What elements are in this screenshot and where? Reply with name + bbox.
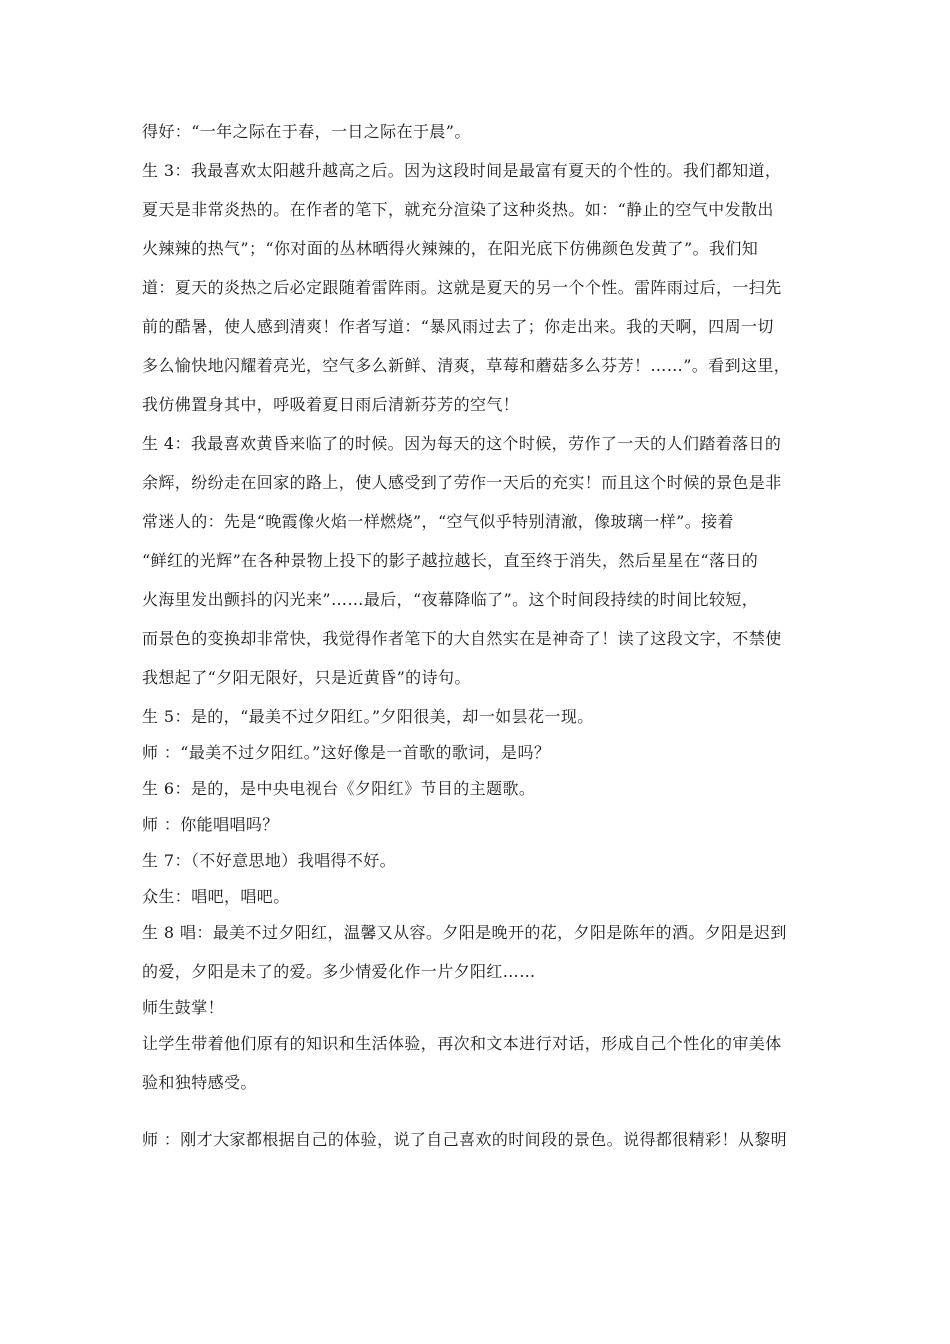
text-line-13: 火海里发出颤抖的闪光来”……最后，“夜幕降临了”。这个时间段持续的时间比较短， (142, 590, 759, 609)
text-line-14: 而景色的变换却非常快，我觉得作者笔下的大自然实在是神奇了！读了这段文字，不禁使 (142, 629, 782, 648)
text-line-5: 道：夏天的炎热之后必定跟随着雷阵雨。这就是夏天的另一个个性。雷阵雨过后，一扫先 (142, 278, 782, 297)
text-line-15: 我想起了“夕阳无限好，只是近黄昏”的诗句。 (142, 668, 471, 687)
text-line-19: 师 ：你能唱唱吗？ (142, 815, 279, 834)
text-line-26: 验和独特感受。 (142, 1073, 257, 1092)
text-line-18: 生 6：是的，是中央电视台《夕阳红》节目的主题歌。 (142, 779, 536, 798)
text-line-16: 生 5：是的，“最美不过夕阳红。”夕阳很美，却一如昙花一现。 (142, 707, 594, 726)
text-line-23: 的爱，夕阳是未了的爱。多少情爱化作一片夕阳红…… (142, 962, 536, 981)
text-line-21: 众生：唱吧，唱吧。 (142, 887, 290, 906)
text-line-6: 前的酷暑，使人感到清爽！作者写道：“暴风雨过去了；你走出来。我的天啊，四周一切 (142, 317, 774, 336)
text-line-2: 生 3：我最喜欢太阳越升越高之后。因为这段时间是最富有夏天的个性的。我们都知道， (142, 161, 782, 180)
text-line-3: 夏天是非常炎热的。在作者的笔下，就充分渲染了这种炎热。如：“静止的空气中发散出 (142, 200, 774, 219)
text-line-8: 我仿佛置身其中，呼吸着夏日雨后清新芬芳的空气！ (142, 395, 520, 414)
text-line-12: “鲜红的光辉”在各种景物上投下的影子越拉越长，直至终于消失，然后星星在“落日的 (142, 551, 759, 570)
text-line-9: 生 4：我最喜欢黄昏来临了的时候。因为每天的这个时候，劳作了一天的人们踏着落日的 (142, 434, 782, 453)
text-line-11: 常迷人的：先是“晚霞像火焰一样燃烧”，“空气似乎特别清澈，像玻璃一样”。接着 (142, 512, 734, 531)
text-line-17: 师 ：“最美不过夕阳红。”这好像是一首歌的歌词，是吗？ (142, 743, 551, 762)
text-line-1: 得好：“一年之际在于春，一日之际在于晨”。 (142, 122, 471, 141)
text-line-25: 让学生带着他们原有的知识和生活体验，再次和文本进行对话，形成自己个性化的审美体 (142, 1034, 782, 1053)
text-line-4: 火辣辣的热气”；“你对面的丛林晒得火辣辣的，在阳光底下仿佛颜色发黄了”。我们知 (142, 239, 759, 258)
text-line-24: 师生鼓掌！ (142, 998, 225, 1017)
text-line-7: 多么愉快地闪耀着亮光，空气多么新鲜、清爽，草莓和蘑菇多么芬芳！……”。看到这里， (142, 356, 791, 375)
text-line-27: 师 ：刚才大家都根据自己的体验，说了自己喜欢的时间段的景色。说得都很精彩！从黎明 (142, 1130, 788, 1149)
text-line-20: 生 7：（不好意思地）我唱得不好。 (142, 851, 397, 870)
text-line-10: 余辉，纷纷走在回家的路上，使人感受到了劳作一天后的充实！而且这个时候的景色是非 (142, 473, 782, 492)
text-line-22: 生 8 唱：最美不过夕阳红，温馨又从容。夕阳是晚开的花，夕阳是陈年的酒。夕阳是迟到 (142, 923, 787, 942)
